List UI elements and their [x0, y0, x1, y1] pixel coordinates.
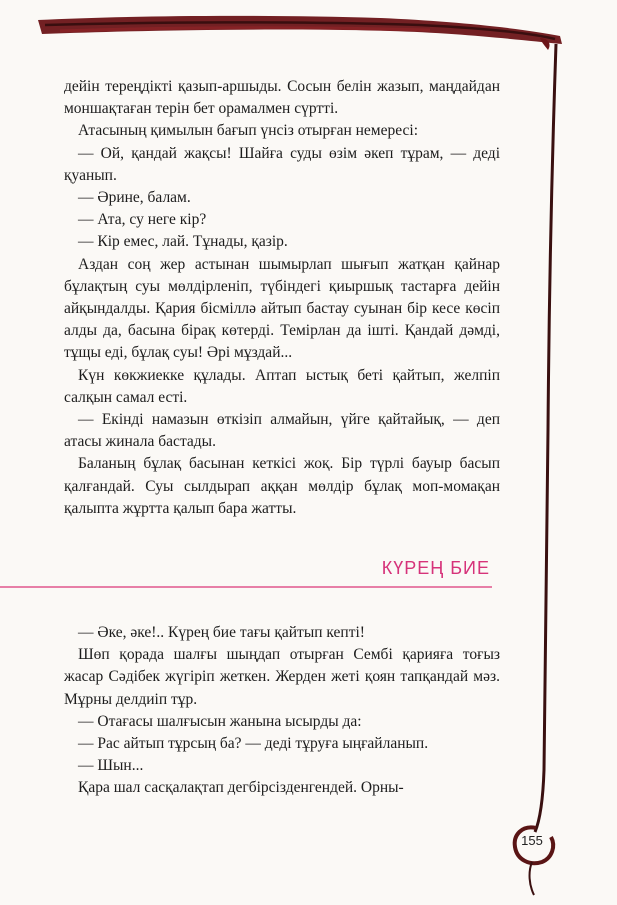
paragraph: — Әке, әке!.. Күрең бие тағы қайтып кепті! [78, 624, 365, 641]
paragraph: — Әрине, балам. [78, 189, 191, 207]
hook-line [535, 44, 556, 832]
paragraph: — Ой, қандай жақсы! Шайға суды өзім әкеп тұрам, — деді қуанып. [64, 144, 500, 184]
text-block-top [64, 76, 500, 520]
paragraph: Атасының қимылын бағып үнсіз отырған немересі: [78, 122, 419, 140]
paragraph: — Отағасы шалғысын жанына ысырды да: [78, 712, 362, 730]
paragraph: Қара шал сасқалақтап дегбірсізденгендей. Орны- [78, 779, 404, 797]
paragraph: — Рас айтып тұрсың ба? — деді тұруға ыңғайланып. [78, 735, 429, 753]
paragraph: Күн көкжиекке құлады. Аптап ыстық беті қайтып, желпіп салқын самал есті. [64, 366, 500, 406]
paragraph: Шөп қорада шалғы шыңдап отырған Сембі қарияға тоғыз жасар Сәдібек жүгіріп жеткен. Жерден жеті қоян тапқандай мәз. Мұрны делдиіп тұр. [64, 646, 500, 708]
text-block-bottom [64, 622, 500, 800]
page-number: 155 [521, 833, 543, 848]
paragraph: дейін тереңдікті қазып-аршыды. Сосын белін жазып, маңдайдан моншақтаған терін бет орамалмен сүртті. [64, 78, 500, 118]
section-title: КҮРЕҢ БИЕ [381, 558, 490, 578]
paragraph: Баланың бұлақ басынан кеткісі жоқ. Бір түрлі бауыр басып қалғандай. Суы сылдырап аққан мөлдір бұлақ моп-момақан қалыпта жұртта қалып бара жатты. [64, 455, 500, 517]
paragraph: — Екінді намазын өткізіп алмайын, үйге қайтайық, — деп атасы жинала бастады. [64, 411, 500, 451]
paragraph: — Шын... [78, 757, 144, 775]
section-divider [0, 586, 492, 588]
paragraph: Аздан соң жер астынан шымырлап шығып жатқан қайнар бұлақтың суы мөлдірленіп, түбіндегі қиыршық тастарға дейін айқындалды. Қария бісміллә айтып бастау суынан бір кесе көсіп алды да, басына бірақ көтерді. Темірлан да ішті. Қандай дәмді, тұщы еді, бұлақ суы! Әрі мұздай... [64, 255, 500, 362]
paragraph: — Ата, су неге кір? [78, 211, 207, 229]
paragraph: — Кір емес, лай. Тұнады, қазір. [78, 233, 288, 251]
